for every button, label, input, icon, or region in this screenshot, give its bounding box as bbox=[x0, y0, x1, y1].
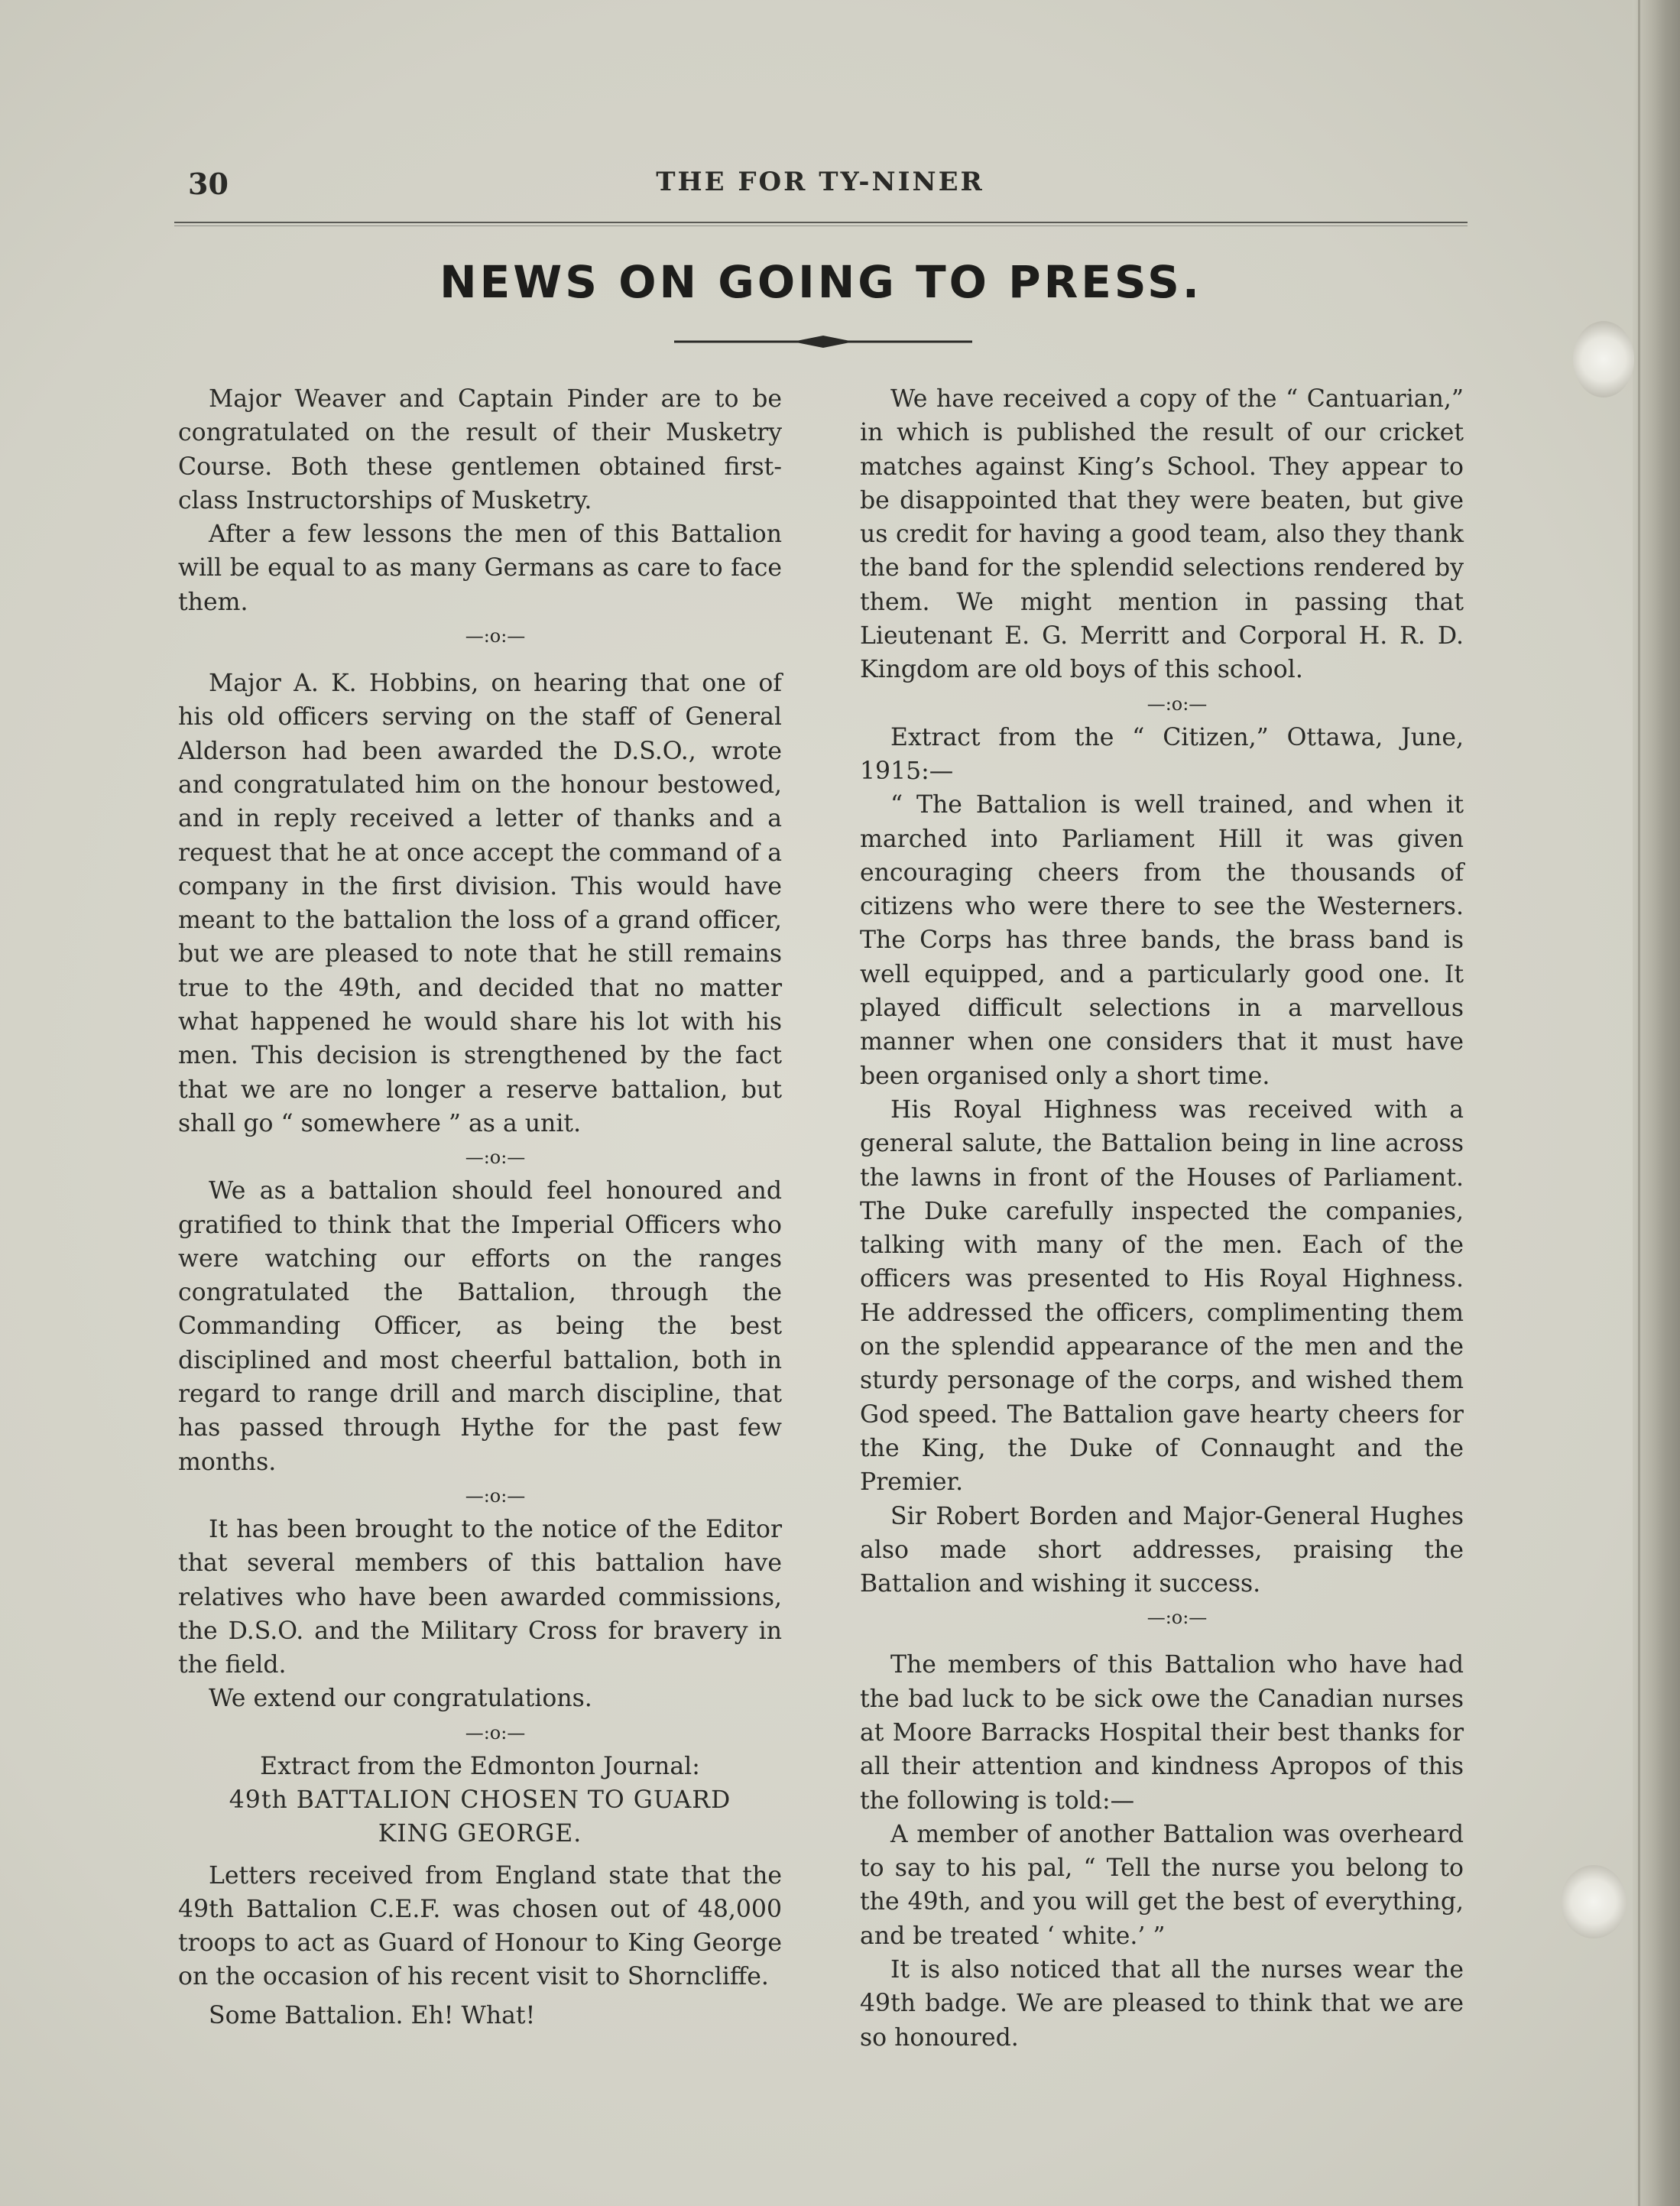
section-separator: —:o:— bbox=[465, 1484, 526, 1507]
paragraph: Extract from the “ Citizen,” Ottawa, June, 1915:— bbox=[860, 723, 1464, 785]
paragraph: We extend our congratulations. bbox=[209, 1685, 592, 1713]
headline: NEWS ON GOING TO PRESS. bbox=[439, 256, 1202, 308]
page-fold-line bbox=[1638, 0, 1640, 2206]
extract-intro: Extract from the Edmonton Journal: bbox=[260, 1752, 700, 1780]
paragraph: We as a battalion should feel honoured and gratified to think that the Imperial Officers who were watching our efforts on the ranges congratulated the Battalion, through the Commanding Officer, as being the best disciplined and most cheerful battalion, both in regard to range drill and march discipline, that has passed through Hythe for the past few months. bbox=[178, 1177, 782, 1476]
section-separator: —:o:— bbox=[465, 625, 526, 647]
section-separator: —:o:— bbox=[465, 1721, 526, 1744]
header-rule bbox=[174, 222, 1468, 226]
running-title: THE FOR TY-NINER bbox=[656, 167, 984, 197]
closing-line: Some Battalion. Eh! What! bbox=[209, 2001, 536, 2029]
paragraph: A member of another Battalion was overheard to say to his pal, “ Tell the nurse you belong to the 49th, and you will get the best of everything, and be treated ‘ white.’ ” bbox=[860, 1820, 1464, 1950]
paragraph: We have received a copy of the “ Cantuarian,” in which is published the result of our cricket matches against King’s School. They appear to be disappointed that they were beaten, but give us credit for having a good team, also they thank the band for the splendid selections rendered by them. We might mention in passing that Lieutenant E. G. Merritt and Corporal H. R. D. Kingdom are old boys of this school. bbox=[860, 385, 1464, 684]
binding-hole-top bbox=[1573, 321, 1634, 397]
extract-heading: KING GEORGE. bbox=[378, 1820, 582, 1848]
paragraph: Major Weaver and Captain Pinder are to be congratulated on the result of their Musketry Course. Both these gentlemen obtained first-class Instructorships of Musketry. bbox=[178, 385, 782, 514]
paragraph: Major A. K. Hobbins, on hearing that one of his old officers serving on the staff of General Alderson had been awarded the D.S.O., wrote and congratulated him on the honour bestowed, and in reply received a letter of thanks and a request that he at once accept the command of a company in the first division. This would have meant to the battalion the loss of a grand officer, but we are pleased to note that he still remains true to the 49th, and decided that no matter what happened he would share his lot with his men. This decision is strengthened by the fact that we are no longer a reserve battalion, but shall go “ somewhere ” as a unit. bbox=[178, 670, 782, 1137]
left-column bbox=[178, 382, 782, 2032]
paragraph: The members of this Battalion who have had the bad luck to be sick owe the Canadian nurses at Moore Barracks Hospital their best thanks for all their attention and kindness Apropos of this the following is told:— bbox=[860, 1651, 1464, 1815]
running-header bbox=[174, 167, 1466, 212]
paragraph: “ The Battalion is well trained, and when it marched into Parliament Hill it was given encouraging cheers from the thousands of citizens who were there to see the Westerners. The Corps has three bands, the brass band is well equipped, and a particularly good one. It played difficult selections in a marvellous manner when one considers that it must have been organised only a short time. bbox=[860, 791, 1464, 1090]
page-number: 30 bbox=[188, 167, 229, 201]
paragraph: His Royal Highness was received with a general salute, the Battalion being in line across the lawns in front of the Houses of Parliament. The Duke carefully inspected the companies, talking with many of the men. Each of the officers was presented to His Royal Highness. He addressed the officers, complimenting them on the splendid appearance of the men and the sturdy personage of the corps, and wished them God speed. The Battalion gave hearty cheers for the King, the Duke of Connaught and the Premier. bbox=[860, 1095, 1464, 1497]
right-column bbox=[860, 382, 1464, 2055]
headline-ornament bbox=[674, 335, 972, 349]
section-separator: —:o:— bbox=[465, 1147, 526, 1169]
paragraph: Letters received from England state that the 49th Battalion C.E.F. was chosen out of 48,000 troops to act as Guard of Honour to King George on the occasion of his recent visit to Shorncliffe. bbox=[178, 1861, 782, 1991]
paragraph: It has been brought to the notice of the Editor that several members of this battalion have relatives who have been awarded commissions, the D.S.O. and the Military Cross for bravery in the field. bbox=[178, 1515, 782, 1679]
paragraph: It is also noticed that all the nurses wear the 49th badge. We are pleased to think that we are so honoured. bbox=[860, 1956, 1464, 2052]
binding-hole-bottom bbox=[1561, 1865, 1626, 1938]
extract-heading: 49th BATTALION CHOSEN TO GUARD bbox=[229, 1786, 731, 1814]
section-separator: —:o:— bbox=[1146, 693, 1208, 715]
paragraph: Sir Robert Borden and Major-General Hughes also made short addresses, praising the Battalion and wishing it success. bbox=[860, 1502, 1464, 1598]
paragraph: After a few lessons the men of this Battalion will be equal to as many Germans as care to face them. bbox=[178, 521, 782, 616]
section-separator: —:o:— bbox=[1146, 1607, 1208, 1629]
